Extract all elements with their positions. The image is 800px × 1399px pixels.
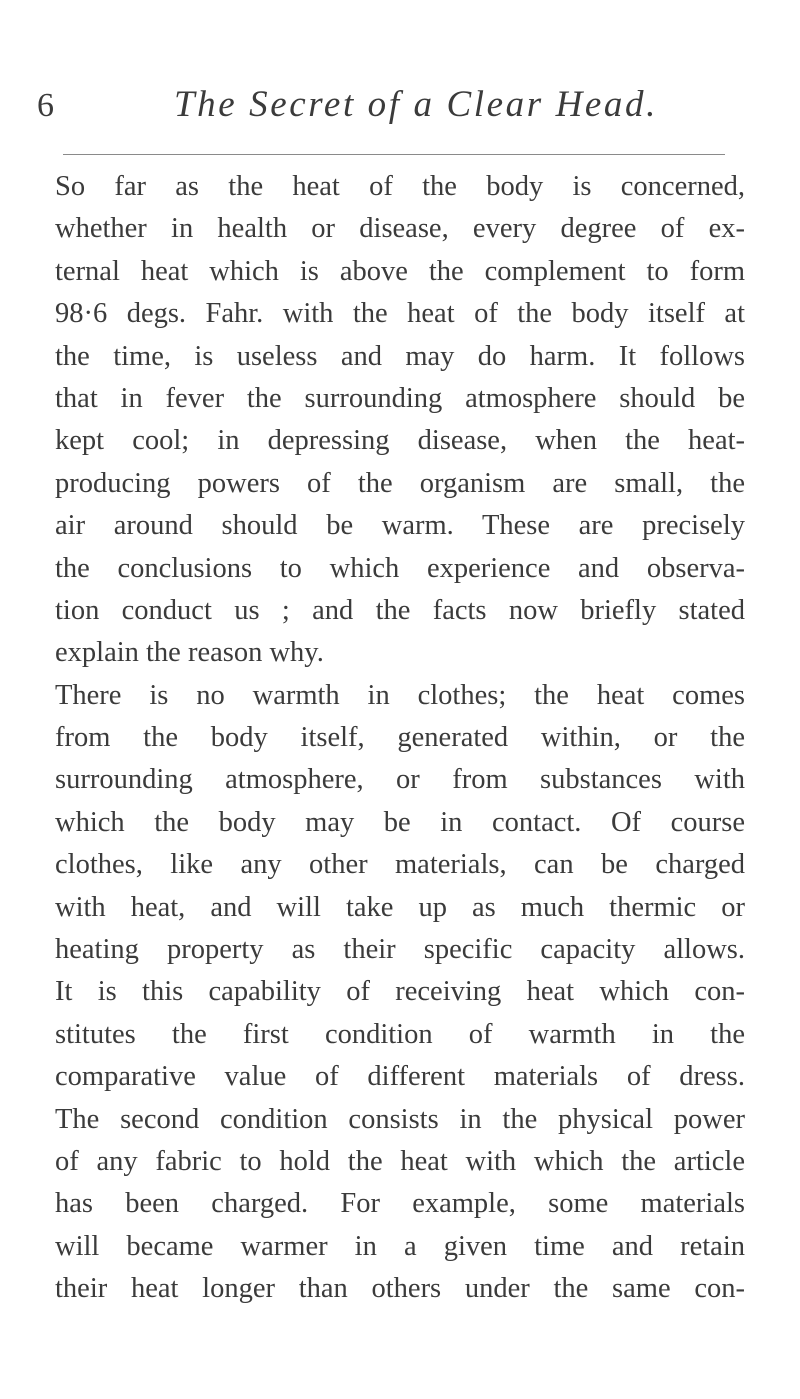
- header-rule: [63, 154, 725, 155]
- text-line: producing powers of the organism are small, the: [55, 467, 745, 499]
- running-head: The Secret of a Clear Head.: [174, 84, 658, 125]
- text-line: of any fabric to hold the heat with which the article: [55, 1145, 745, 1177]
- text-line: There is no warmth in clothes; the heat comes: [55, 679, 745, 711]
- text-line: the conclusions to which experience and observa-: [55, 552, 745, 584]
- text-line: the time, is useless and may do harm. It follows: [55, 340, 745, 372]
- text-line: whether in health or disease, every degree of ex-: [55, 213, 745, 245]
- text-line: tion conduct us ; and the facts now briefly stated: [55, 594, 745, 626]
- text-line: It is this capability of receiving heat which con-: [55, 976, 745, 1008]
- text-line: from the body itself, generated within, or the: [55, 722, 745, 754]
- text-line: has been charged. For example, some materials: [55, 1188, 745, 1220]
- text-line: which the body may be in contact. Of course: [55, 806, 745, 838]
- text-line: that in fever the surrounding atmosphere should be: [55, 382, 745, 414]
- text-line: 98·6 degs. Fahr. with the heat of the body itself at: [55, 298, 745, 330]
- text-line: their heat longer than others under the same con-: [55, 1273, 745, 1305]
- text-line: surrounding atmosphere, or from substances with: [55, 764, 745, 796]
- body-text: [55, 166, 745, 1311]
- text-line: kept cool; in depressing disease, when the heat-: [55, 425, 745, 457]
- text-line: The second condition consists in the physical power: [55, 1103, 745, 1135]
- text-line: with heat, and will take up as much thermic or: [55, 891, 745, 923]
- text-line: air around should be warm. These are precisely: [55, 510, 745, 542]
- text-line: ternal heat which is above the complement to form: [55, 255, 745, 287]
- text-line: So far as the heat of the body is concerned,: [55, 171, 745, 202]
- text-line: clothes, like any other materials, can be charged: [55, 849, 745, 881]
- text-line: explain the reason why.: [55, 637, 324, 669]
- text-line: will became warmer in a given time and retain: [55, 1230, 745, 1262]
- text-line: comparative value of different materials of dress.: [55, 1061, 745, 1093]
- page-number: 6: [37, 87, 55, 124]
- text-line: heating property as their specific capacity allows.: [55, 934, 745, 966]
- text-line: stitutes the first condition of warmth in the: [55, 1018, 745, 1050]
